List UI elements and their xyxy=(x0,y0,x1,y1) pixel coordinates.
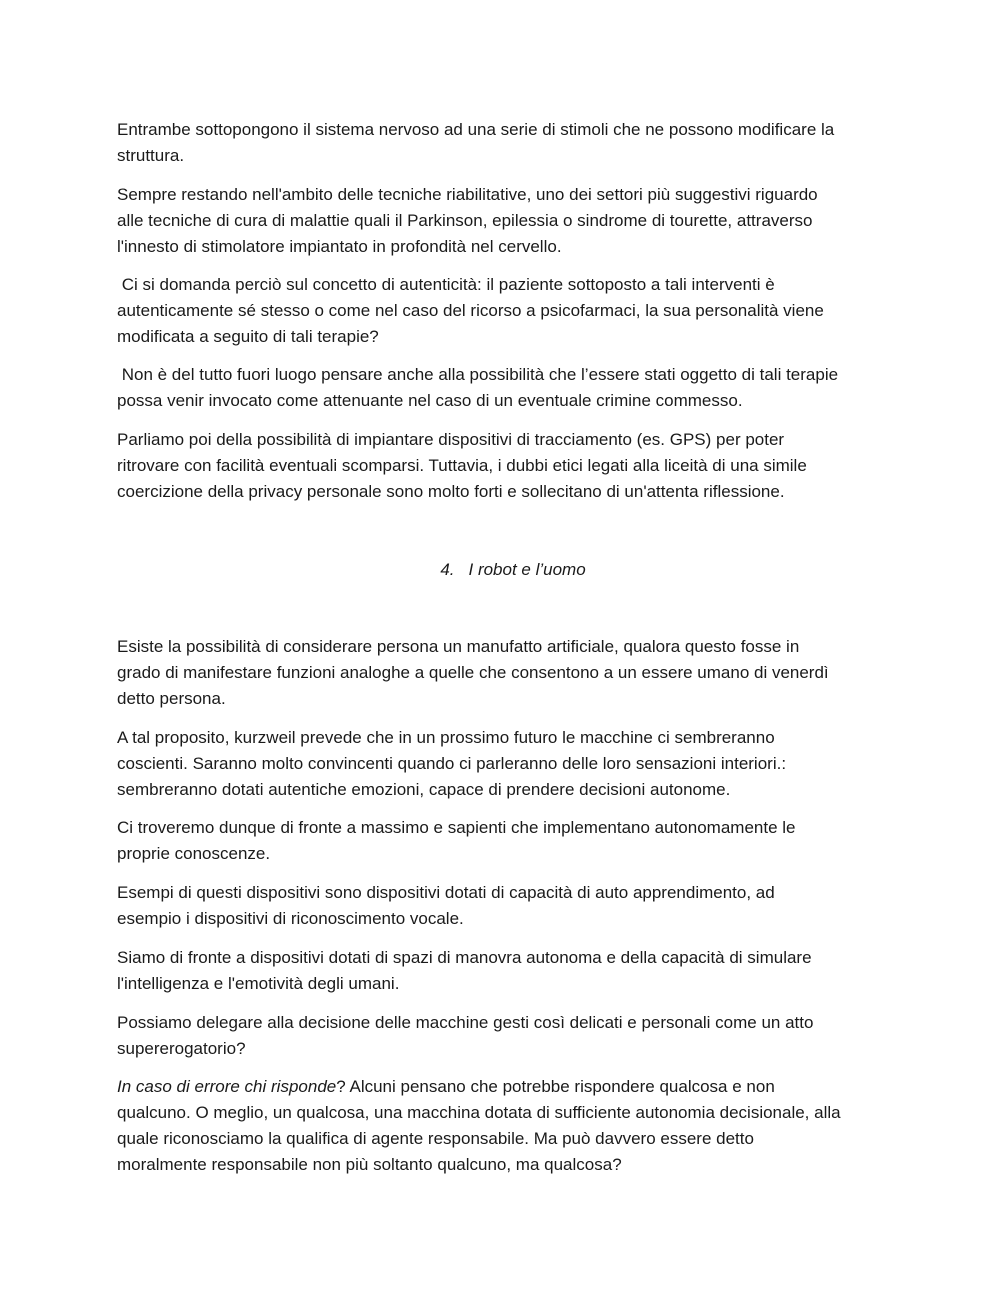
paragraph-tracciamento xyxy=(117,427,897,505)
paragraph-manufatto xyxy=(117,634,897,712)
section-number: 4. xyxy=(440,560,455,579)
text-line: Entrambe sottopongono il sistema nervoso ad una serie di stimoli che ne possono modificare la xyxy=(117,120,835,139)
text-line: moralmente responsabile non più soltanto qualcuno, ma qualcosa? xyxy=(117,1155,622,1174)
italic-question: In caso di errore chi risponde xyxy=(117,1077,337,1096)
text-line: autenticamente sé stesso o come nel caso del ricorso a psicofarmaci, la sua personalità viene xyxy=(117,301,824,320)
text-line: l'innesto di stimolatore impiantato in profondità nel cervello. xyxy=(117,237,562,256)
paragraph-auto-apprendimento xyxy=(117,880,897,932)
paragraph-conoscenze xyxy=(117,815,897,867)
paragraph-tecniche-riabilitative xyxy=(117,182,897,260)
text-line: Sempre restando nell'ambito delle tecniche riabilitative, uno dei settori più suggestivi riguardo xyxy=(117,185,818,204)
text-line: A tal proposito, kurzweil prevede che in un prossimo futuro le macchine ci sembreranno xyxy=(117,728,775,747)
text-line xyxy=(117,1074,897,1100)
text-line: coscienti. Saranno molto convincenti quando ci parleranno delle loro sensazioni interiori.: xyxy=(117,754,787,773)
text-line: Esempi di questi dispositivi sono dispositivi dotati di capacità di auto apprendimento, ad xyxy=(117,883,775,902)
paragraph-delegare xyxy=(117,1010,897,1062)
text-line: ritrovare con facilità eventuali scomparsi. Tuttavia, i dubbi etici legati alla liceità di una simile xyxy=(117,456,807,475)
text-line: Non è del tutto fuori luogo pensare anche alla possibilità che l’essere stati oggetto di tali terapie xyxy=(117,365,839,384)
text-line: grado di manifestare funzioni analoghe a quelle che consentono a un essere umano di venerdì xyxy=(117,663,829,682)
text-line: Parliamo poi della possibilità di impiantare dispositivi di tracciamento (es. GPS) per poter xyxy=(117,430,785,449)
text-line: possa venir invocato come attenuante nel caso di un eventuale crimine commesso. xyxy=(117,391,743,410)
text-line: sembreranno dotati autentiche emozioni, capace di prendere decisioni autonome. xyxy=(117,780,731,799)
text-line: Esiste la possibilità di considerare persona un manufatto artificiale, qualora questo fosse in xyxy=(117,637,800,656)
text-line: l'intelligenza e l'emotività degli umani. xyxy=(117,974,400,993)
section-title: I robot e l’uomo xyxy=(468,560,586,579)
paragraph-attenuante xyxy=(117,362,897,414)
text-line: struttura. xyxy=(117,146,185,165)
text-line: Ci troveremo dunque di fronte a massimo e sapienti che implementano autonomamente le xyxy=(117,818,796,837)
text-line: Ci si domanda perciò sul concetto di autenticità: il paziente sottoposto a tali interventi è xyxy=(117,275,775,294)
section-heading xyxy=(0,557,1000,583)
text-line: qualcuno. O meglio, un qualcosa, una macchina dotata di sufficiente autonomia decisionale, alla xyxy=(117,1103,841,1122)
text-line: proprie conoscenze. xyxy=(117,844,271,863)
text-line: coercizione della privacy personale sono molto forti e sollecitano di un'attenta riflessione. xyxy=(117,482,785,501)
text-line: Siamo di fronte a dispositivi dotati di spazi di manovra autonoma e della capacità di simulare xyxy=(117,948,812,967)
paragraph-manovra-autonoma xyxy=(117,945,897,997)
paragraph-kurzweil xyxy=(117,725,897,803)
text-line: supererogatorio? xyxy=(117,1039,246,1058)
text-line: esempio i dispositivi di riconoscimento vocale. xyxy=(117,909,464,928)
paragraph-responsabilita xyxy=(117,1074,897,1178)
text-line: detto persona. xyxy=(117,689,226,708)
text-line: Possiamo delegare alla decisione delle macchine gesti così delicati e personali come un atto xyxy=(117,1013,814,1032)
paragraph-stimoli xyxy=(117,117,897,169)
text-line: modificata a seguito di tali terapie? xyxy=(117,327,379,346)
text-line: quale riconosciamo la qualifica di agente responsabile. Ma può davvero essere detto xyxy=(117,1129,754,1148)
text-fragment: ? Alcuni pensano che potrebbe rispondere qualcosa e non xyxy=(336,1077,775,1096)
paragraph-autenticita xyxy=(117,272,897,350)
text-line: alle tecniche di cura di malattie quali il Parkinson, epilessia o sindrome di tourette, attraverso xyxy=(117,211,813,230)
